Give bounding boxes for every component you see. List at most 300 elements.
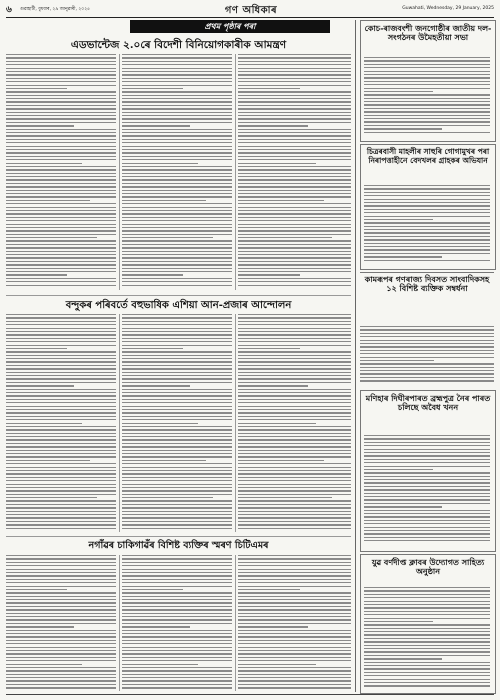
text-line [238, 268, 351, 269]
text-line [6, 57, 116, 58]
text-line [364, 216, 490, 217]
sidebar-headline-eviction: চিত্ৰৰবাসী মাহলীৰ সাহুৰি গোগামুখৰ পৰা নিৰাপত্তাহীনে বেদখলৰ গ্ৰাহকৰ অভিযান [366, 147, 490, 165]
text-line [122, 271, 232, 272]
text-line [122, 677, 232, 678]
text-line [238, 156, 351, 157]
text-line [122, 129, 232, 130]
text-line [6, 278, 116, 279]
text-line [6, 251, 116, 252]
text-line [238, 146, 351, 147]
text-line [360, 350, 494, 351]
text-line [238, 521, 351, 522]
text-line [122, 372, 232, 373]
text-line [122, 470, 232, 471]
text-line [364, 685, 490, 686]
text-line [6, 470, 116, 471]
text-line [364, 624, 490, 625]
text-line [6, 268, 116, 269]
text-line [6, 159, 116, 160]
text-line [238, 139, 351, 140]
text-line [238, 524, 351, 525]
text-line [122, 257, 232, 258]
text-line [122, 429, 232, 430]
text-line [6, 224, 116, 225]
text-line [6, 368, 116, 369]
text-line [364, 455, 490, 456]
text-line [6, 355, 116, 356]
text-line [364, 195, 490, 196]
text-line [6, 423, 82, 424]
text-line [238, 385, 308, 386]
text-line [6, 152, 116, 153]
text-line [122, 321, 232, 322]
text-line [364, 84, 490, 85]
text-line [6, 636, 116, 637]
text-line [238, 207, 351, 208]
text-line [238, 426, 351, 427]
text-line [238, 490, 351, 491]
text-line [364, 249, 490, 250]
text-line [364, 199, 490, 200]
text-line [6, 613, 116, 614]
text-line [6, 71, 116, 72]
text-line [6, 439, 116, 440]
text-line [122, 237, 213, 238]
text-line [122, 213, 232, 214]
text-line [122, 517, 232, 518]
text-line [238, 653, 351, 654]
text-line [364, 188, 490, 189]
text-line [122, 524, 232, 525]
text-line [238, 173, 351, 174]
text-line [238, 589, 300, 590]
text-line [122, 227, 232, 228]
text-line [122, 324, 232, 325]
text-line [6, 433, 116, 434]
text-line [364, 587, 490, 588]
text-line [122, 338, 232, 339]
text-line [238, 389, 351, 390]
text-line [238, 251, 351, 252]
text-line [122, 334, 232, 335]
text-line [122, 382, 232, 383]
text-line [122, 419, 232, 420]
text-line [364, 476, 490, 477]
sidebar-body-kamrup [360, 326, 494, 386]
text-line [122, 630, 232, 631]
text-line [6, 179, 116, 180]
text-line [364, 132, 490, 133]
text-line [6, 254, 116, 255]
text-line [6, 85, 116, 86]
text-line [6, 480, 116, 481]
text-line [122, 355, 232, 356]
text-line [238, 200, 324, 201]
text-line [238, 240, 351, 241]
text-line [6, 463, 116, 464]
text-line [360, 346, 494, 347]
text-line [364, 466, 490, 467]
text-line [122, 378, 232, 379]
text-line [364, 506, 442, 507]
text-line [122, 132, 232, 133]
text-line [238, 480, 351, 481]
text-line [238, 586, 351, 587]
text-line [122, 341, 232, 342]
text-line [364, 192, 490, 193]
text-line [122, 173, 232, 174]
text-line [360, 373, 494, 374]
text-line [6, 633, 116, 634]
text-line [122, 586, 232, 587]
text-line [238, 149, 351, 150]
text-line [364, 594, 490, 595]
text-line [238, 416, 351, 417]
page-bottom-rule [6, 694, 494, 695]
text-line [238, 660, 351, 661]
text-line [6, 247, 116, 248]
text-line [122, 467, 232, 468]
text-line [122, 203, 232, 204]
text-line [122, 680, 232, 681]
text-line [122, 555, 232, 556]
text-line [238, 74, 351, 75]
text-line [6, 210, 116, 211]
text-line [122, 463, 232, 464]
text-line [6, 484, 116, 485]
text-line [364, 469, 433, 470]
text-line [122, 423, 198, 424]
text-line [122, 251, 232, 252]
text-line [238, 68, 351, 69]
text-line [6, 271, 116, 272]
text-line [364, 604, 490, 605]
text-line [364, 94, 490, 95]
text-line [6, 626, 74, 627]
text-line [238, 582, 351, 583]
text-line [364, 590, 490, 591]
text-line [122, 619, 232, 620]
text-line [122, 613, 232, 614]
text-line [6, 375, 116, 376]
text-line [122, 453, 232, 454]
text-line [6, 511, 116, 512]
text-line [122, 436, 232, 437]
text-line [6, 146, 116, 147]
text-line [364, 256, 442, 257]
text-line [238, 511, 351, 512]
text-line [238, 670, 351, 671]
text-line [122, 569, 232, 570]
text-line [122, 446, 232, 447]
text-line [238, 412, 351, 413]
text-line [122, 684, 232, 685]
text-line [122, 112, 232, 113]
text-line [122, 395, 232, 396]
text-line [122, 616, 232, 617]
text-line [238, 190, 351, 191]
text-line [238, 460, 324, 461]
text-line [238, 105, 351, 106]
text-line [6, 358, 116, 359]
text-line [122, 166, 232, 167]
text-line [238, 186, 351, 187]
text-line [6, 650, 116, 651]
text-line [122, 456, 232, 457]
text-line [6, 521, 116, 522]
text-line [238, 599, 351, 600]
text-line [238, 274, 300, 275]
text-line [6, 660, 116, 661]
text-line [238, 609, 351, 610]
text-line [6, 378, 116, 379]
text-line [238, 351, 351, 352]
text-line [238, 213, 351, 214]
text-line [122, 392, 232, 393]
text-line [122, 156, 232, 157]
text-line [364, 445, 490, 446]
text-line [238, 399, 351, 400]
text-line [238, 112, 351, 113]
text-line [6, 640, 116, 641]
text-line [6, 112, 116, 113]
text-line [360, 326, 494, 327]
text-line [238, 572, 351, 573]
text-line [238, 619, 351, 620]
text-line [6, 517, 116, 518]
text-line [238, 247, 351, 248]
text-line [122, 572, 232, 573]
text-line [6, 473, 116, 474]
text-line [238, 439, 351, 440]
text-line [238, 237, 332, 238]
text-line [238, 382, 351, 383]
text-line [122, 477, 232, 478]
article2-col1 [6, 314, 116, 532]
text-line [238, 565, 351, 566]
text-line [364, 219, 433, 220]
text-line [122, 636, 232, 637]
text-line [238, 101, 351, 102]
text-line [364, 530, 490, 531]
text-line [6, 436, 116, 437]
text-line [6, 101, 116, 102]
text-line [6, 392, 116, 393]
text-line [6, 118, 116, 119]
text-line [6, 163, 82, 164]
text-line [364, 67, 490, 68]
text-line [238, 626, 308, 627]
text-line [6, 592, 116, 593]
text-line [238, 375, 351, 376]
text-line [6, 419, 116, 420]
text-line [364, 658, 442, 659]
text-line [6, 402, 116, 403]
text-line [6, 497, 97, 498]
text-line [6, 78, 116, 79]
text-line [364, 91, 433, 92]
text-line [122, 609, 232, 610]
text-line [122, 667, 232, 668]
text-line [238, 64, 351, 65]
text-line [122, 640, 232, 641]
text-line [364, 60, 490, 61]
text-line [238, 355, 351, 356]
text-line [122, 328, 232, 329]
text-line [238, 450, 351, 451]
text-line [122, 317, 232, 318]
article1-col3 [238, 54, 351, 290]
text-line [6, 589, 67, 590]
text-line [6, 382, 116, 383]
text-line [238, 254, 351, 255]
text-line [238, 395, 351, 396]
text-line [122, 633, 232, 634]
text-line [364, 98, 490, 99]
text-line [238, 433, 351, 434]
text-line [364, 226, 490, 227]
text-line [6, 674, 116, 675]
text-line [238, 365, 351, 366]
text-line [6, 667, 116, 668]
text-line [238, 507, 351, 508]
text-line [6, 653, 116, 654]
text-line [364, 597, 490, 598]
text-line [238, 453, 351, 454]
text-line [122, 351, 232, 352]
text-line [122, 176, 232, 177]
text-line [122, 149, 232, 150]
text-line [122, 285, 232, 286]
text-line [6, 135, 116, 136]
text-line [238, 95, 351, 96]
text-line [360, 377, 494, 378]
text-line [6, 88, 67, 89]
text-line [364, 662, 490, 663]
text-line [238, 244, 351, 245]
text-line [122, 186, 232, 187]
sidebar-headline-kamrup: কামৰূপৰ গণৰাজ্য দিবসত সাংবাদিকসহ ১২ বিশিষ্ট ব্যক্তিক সম্বৰ্ধনা [364, 274, 490, 294]
text-line [6, 562, 116, 563]
text-line [122, 592, 232, 593]
text-line [238, 667, 351, 668]
article3-col2 [122, 555, 232, 691]
text-line [6, 74, 116, 75]
text-line [238, 85, 351, 86]
text-line [364, 675, 490, 676]
text-line [122, 207, 232, 208]
text-line [6, 643, 116, 644]
text-line [6, 257, 116, 258]
text-line [238, 183, 351, 184]
text-line [364, 253, 490, 254]
text-line [6, 569, 116, 570]
text-line [122, 368, 232, 369]
text-line [238, 361, 351, 362]
text-line [6, 91, 116, 92]
text-line [364, 222, 490, 223]
text-line [364, 493, 490, 494]
text-line [6, 331, 116, 332]
text-line [6, 395, 116, 396]
text-line [122, 281, 232, 282]
text-line [122, 623, 232, 624]
text-line [6, 348, 67, 349]
text-line [6, 115, 116, 116]
text-line [122, 439, 232, 440]
text-line [6, 524, 116, 525]
text-line [6, 129, 116, 130]
text-line [238, 88, 300, 89]
text-line [238, 257, 351, 258]
text-line [6, 220, 116, 221]
text-line [364, 104, 490, 105]
text-line [238, 613, 351, 614]
text-line [238, 196, 351, 197]
text-line [6, 443, 116, 444]
text-line [238, 443, 351, 444]
text-line [6, 166, 116, 167]
text-line [6, 586, 116, 587]
text-line [238, 234, 351, 235]
text-line [6, 61, 116, 62]
text-line [122, 514, 232, 515]
text-line [238, 278, 351, 279]
text-line [238, 169, 351, 170]
text-line [6, 429, 116, 430]
text-line [364, 449, 490, 450]
text-line [238, 623, 351, 624]
text-line [364, 236, 490, 237]
newspaper-logo: গণ অধিকাৰ [224, 5, 278, 16]
text-line [6, 317, 116, 318]
text-line [238, 368, 351, 369]
text-line [364, 118, 490, 119]
sidebar-body-youth [364, 587, 490, 689]
text-line [122, 365, 232, 366]
text-line [360, 357, 494, 358]
text-line [122, 101, 232, 102]
text-line [122, 68, 232, 69]
text-line [238, 166, 351, 167]
text-line [238, 378, 351, 379]
text-line [364, 682, 490, 683]
text-line [6, 213, 116, 214]
text-line [6, 264, 116, 265]
text-line [238, 647, 351, 648]
text-line [238, 680, 351, 681]
text-line [360, 353, 494, 354]
text-line [6, 169, 116, 170]
text-line [6, 68, 116, 69]
text-line [6, 609, 116, 610]
headline-investment: এডভান্টেজ ২.০ৰে বিদেশী বিনিয়োগকাৰীক আমন্ত্ৰণ [70, 39, 287, 51]
text-line [6, 125, 74, 126]
text-line [238, 203, 351, 204]
text-line [122, 426, 232, 427]
sidebar-headline-koch: কোচ-ৰাজবংশী জনগোষ্ঠীৰ জাতীয় দল-সংগঠনৰ উমৈহতীয়া সভা [364, 23, 492, 43]
text-line [6, 507, 116, 508]
text-line [6, 616, 116, 617]
text-line [122, 234, 232, 235]
text-line [6, 602, 116, 603]
text-line [238, 125, 308, 126]
text-line [6, 196, 116, 197]
text-line [122, 487, 232, 488]
text-line [122, 674, 232, 675]
text-line [6, 190, 116, 191]
text-line [238, 664, 316, 665]
